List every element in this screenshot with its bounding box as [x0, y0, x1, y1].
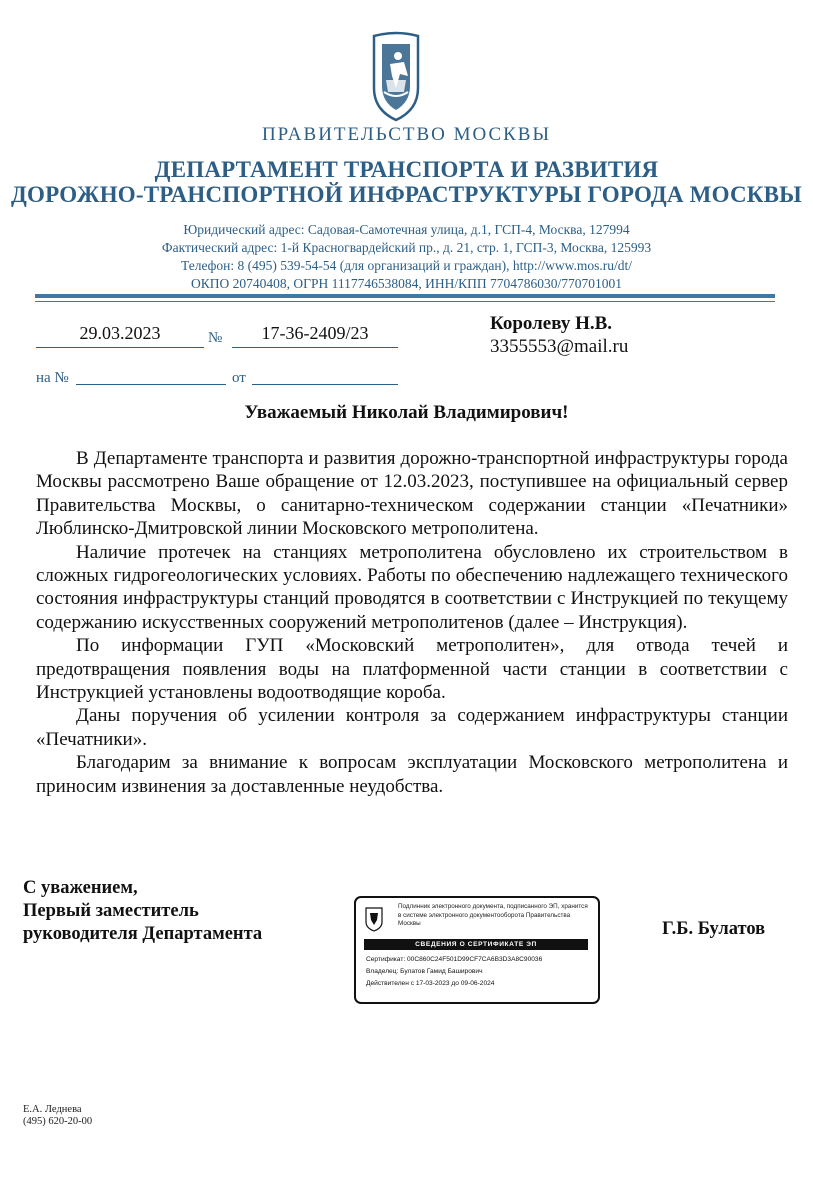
electronic-signature-stamp — [354, 896, 600, 1004]
recipient-email: 3355553@mail.ru — [490, 336, 629, 357]
signer-position-line1: Первый заместитель — [23, 901, 199, 921]
in-reply-to-field — [76, 366, 226, 385]
moscow-coat-of-arms-icon — [364, 906, 384, 932]
letter-body — [36, 447, 788, 798]
from-date-field — [252, 366, 398, 385]
department-name-line1: ДЕПАРТАМЕНТ ТРАНСПОРТА И РАЗВИТИЯ — [154, 157, 659, 182]
recipient-name: Королеву Н.В. — [490, 313, 613, 334]
outgoing-number: 17-36-2409/23 — [232, 323, 398, 348]
phone-info: Телефон: 8 (495) 539-54-54 (для организаций и граждан), http://www.mos.ru/dt/ — [180, 258, 633, 273]
government-name: ПРАВИТЕЛЬСТВО МОСКВЫ — [261, 124, 552, 145]
body-paragraph: Благодарим за внимание к вопросам эксплуатации Московского метрополитена и приносим извинения за доставленные неудобства. — [36, 752, 788, 797]
stamp-intro-text: Подлинник электронного документа, подписанного ЭП, хранится в системе электронного документооборота Правительства Москвы — [398, 903, 588, 928]
in-reply-to-label: на № — [36, 370, 69, 386]
stamp-certificate: Сертификат: 00C860C24F501D99CF7CA6B3D3A8C90036 — [366, 956, 543, 963]
executor-name: Е.А. Леднева — [23, 1104, 82, 1115]
closing-phrase: С уважением, — [23, 878, 138, 898]
registration-codes: ОКПО 20740408, ОГРН 1117746538084, ИНН/КПП 7704786030/770701001 — [191, 276, 622, 291]
actual-address: Фактический адрес: 1-й Красногвардейский пр., д. 21, стр. 1, ГСП-3, Москва, 125993 — [161, 240, 652, 255]
executor-info — [23, 1104, 92, 1128]
from-date-label: от — [232, 370, 246, 386]
outgoing-date: 29.03.2023 — [36, 323, 204, 348]
salutation: Уважаемый Николай Владимирович! — [244, 402, 569, 423]
number-label: № — [208, 330, 223, 346]
department-name-line2: ДОРОЖНО-ТРАНСПОРТНОЙ ИНФРАСТРУКТУРЫ ГОРОДА МОСКВЫ — [11, 182, 802, 207]
stamp-validity: Действителен с 17-03-2023 до 09-06-2024 — [366, 980, 495, 987]
legal-address: Юридический адрес: Садовая-Самотечная улица, д.1, ГСП-4, Москва, 127994 — [183, 222, 630, 237]
stamp-owner: Владелец: Булатов Гамид Баширович — [366, 968, 483, 975]
body-paragraph: По информации ГУП «Московский метрополитен», для отвода течей и предотвращения появления воды на платформенной части станции в соответствии с Инструкцией установлены водоотводящие короба. — [36, 635, 788, 704]
stamp-header: СВЕДЕНИЯ О СЕРТИФИКАТЕ ЭП — [364, 939, 588, 950]
header-divider-thick — [35, 294, 775, 298]
body-paragraph: Даны поручения об усилении контроля за содержанием инфраструктуры станции «Печатники». — [36, 705, 788, 750]
executor-phone: (495) 620-20-00 — [23, 1116, 93, 1127]
signer-name: Г.Б. Булатов — [662, 919, 766, 939]
moscow-coat-of-arms-icon — [360, 30, 432, 122]
signature-block — [23, 877, 262, 946]
header-divider-thin — [35, 301, 775, 302]
signer-position-line2: руководителя Департамента — [23, 924, 263, 944]
body-paragraph: В Департаменте транспорта и развития дорожно-транспортной инфраструктуры города Москвы рассмотрено Ваше обращение от 12.03.2023, поступившее на официальный сервер Правительства Москвы, о санитарно-техническом содержании станции «Печатники» Люблинско-Дмитровской линии Московского метрополитена. — [36, 448, 788, 540]
body-paragraph: Наличие протечек на станциях метрополитена обусловлено их строительством в сложных гидрогеологических условиях. Работы по обеспечению надлежащего технического состояния инфраструктуры станций проводятся в соответствии с Инструкцией по текущему содержанию искусственных сооружений метрополитенов (далее – Инструкция). — [36, 541, 788, 633]
